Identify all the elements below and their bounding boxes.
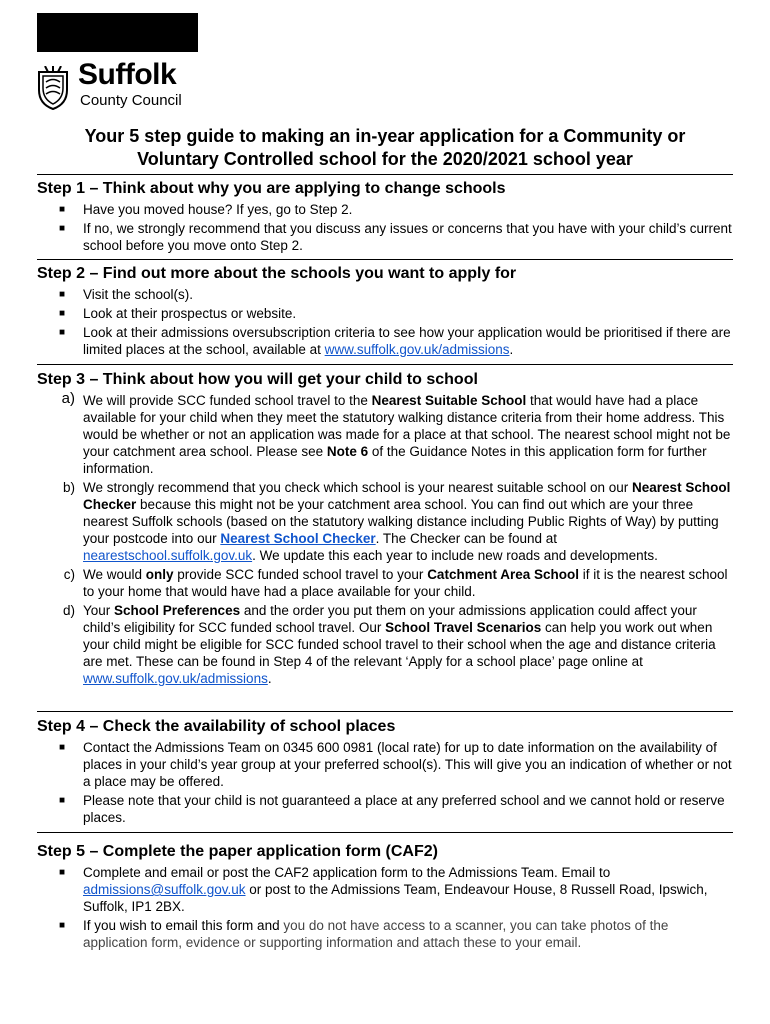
admissions-link[interactable]: www.suffolk.gov.uk/admissions bbox=[324, 342, 510, 357]
list-item: a) We will provide SCC funded school travel to the Nearest Suitable School that would have had a place available for your child when they meet the statutory walking distance criteria from their home address. This would be whether or not an application was made for a place at that school. The nearest school might not be your catchment area school. Please see Note 6 of the Guidance Notes in this application form for further information. bbox=[37, 392, 733, 477]
list-item: ■ If no, we strongly recommend that you discuss any issues or concerns that you have with your child’s current school before you move onto Step 2. bbox=[59, 221, 732, 253]
list-item: ■ Contact the Admissions Team on 0345 600 0981 (local rate) for up to date information on the availability of places in your child’s year group at your preferred school(s). This will give you an indication of whether or not a place may be offered. bbox=[59, 740, 732, 789]
step-5 bbox=[37, 842, 733, 953]
bullet-icon: ■ bbox=[59, 742, 66, 753]
divider bbox=[37, 832, 733, 833]
divider bbox=[37, 259, 733, 260]
bullet-icon: ■ bbox=[59, 289, 66, 300]
nearest-school-checker-link[interactable]: Nearest School Checker bbox=[220, 531, 376, 546]
list-item: ■ If you wish to email this form and you do not have access to a scanner, you can take photos of the application form, evidence or supporting information and attach these to your email. bbox=[59, 918, 669, 950]
list-item: ■ Please note that your child is not guaranteed a place at any preferred school and we cannot hold or reserve places. bbox=[59, 793, 725, 825]
list-item: d) Your School Preferences and the order you put them on your admissions application could affect your child’s eligibility for SCC funded school travel. Our School Travel Scenarios can help you work out when your child might be eligible for SCC funded school travel to their school when the age and distance criteria are met. These can be found in Step 4 of the relevant ‘Apply for a school place’ page online at www.suffolk.gov.uk/admissions. bbox=[37, 602, 733, 687]
logo-name: Suffolk bbox=[78, 58, 177, 91]
nearestschool-link[interactable]: nearestschool.suffolk.gov.uk bbox=[83, 548, 253, 563]
list-item: c) We would only provide SCC funded school travel to your Catchment Area School if it is the nearest school to your home that would have had a place available for your child. bbox=[37, 566, 733, 600]
item-label: c) bbox=[63, 567, 75, 582]
list-item: ■ Look at their admissions oversubscription criteria to see how your application would be prioritised if there are limited places at the school, available at www.suffolk.gov.uk/admissions. bbox=[59, 325, 731, 357]
step-3-heading: Step 3 – Think about how you will get your child to school bbox=[37, 371, 478, 388]
step-5-heading: Step 5 – Complete the paper application form (CAF2) bbox=[37, 843, 438, 860]
suffolk-logo bbox=[35, 58, 215, 114]
item-label: d) bbox=[62, 603, 75, 618]
divider bbox=[37, 174, 733, 175]
suffolk-crest-icon bbox=[35, 66, 71, 110]
divider bbox=[37, 711, 733, 712]
title-line-2: Voluntary Controlled school for the 2020/2021 school year bbox=[137, 149, 633, 169]
step-1-heading: Step 1 – Think about why you are applying to change schools bbox=[37, 180, 506, 197]
list-item: ■ Look at their prospectus or website. bbox=[59, 306, 297, 321]
bullet-icon: ■ bbox=[59, 204, 66, 215]
admissions-link[interactable]: www.suffolk.gov.uk/admissions bbox=[83, 671, 268, 686]
step-4-heading: Step 4 – Check the availability of school places bbox=[37, 718, 396, 735]
bullet-icon: ■ bbox=[59, 327, 66, 338]
bullet-icon: ■ bbox=[59, 795, 66, 806]
bullet-icon: ■ bbox=[59, 223, 66, 234]
bullet-icon: ■ bbox=[59, 867, 66, 878]
logo-subtitle: County Council bbox=[80, 92, 182, 109]
step-2-heading: Step 2 – Find out more about the schools you want to apply for bbox=[37, 265, 517, 282]
title-line-1: Your 5 step guide to making an in-year application for a Community or bbox=[84, 126, 686, 146]
step-2 bbox=[37, 264, 733, 360]
step-4 bbox=[37, 717, 733, 828]
list-item: ■ Visit the school(s). bbox=[59, 287, 194, 302]
list-item: ■ Complete and email or post the CAF2 application form to the Admissions Team. Email to admissions@suffolk.gov.uk or post to the Admissions Team, Endeavour House, 8 Russell Road, Ipswich, Suffolk, IP1 2BX. bbox=[59, 865, 708, 914]
bullet-icon: ■ bbox=[59, 308, 66, 319]
step-1 bbox=[37, 179, 733, 256]
step-3 bbox=[37, 370, 733, 689]
divider bbox=[37, 364, 733, 365]
item-label: a) bbox=[61, 390, 75, 407]
list-item: ■ Have you moved house? If yes, go to Step 2. bbox=[59, 202, 353, 217]
admissions-email-link[interactable]: admissions@suffolk.gov.uk bbox=[83, 882, 246, 897]
redacted-form-label bbox=[37, 13, 198, 52]
bullet-icon: ■ bbox=[59, 920, 66, 931]
item-label: b) bbox=[62, 480, 75, 495]
list-item: b) We strongly recommend that you check which school is your nearest suitable school on our Nearest School Checker because this might not be your catchment area school. You can find out which are your three nearest Suffolk schools (based on the statutory walking distance including Public Rights of Way) by putting your postcode into our Nearest School Checker. The Checker can be found at nearestschool.suffolk.gov.uk. We update this each year to include new roads and developments. bbox=[37, 479, 733, 564]
page-title bbox=[20, 125, 750, 171]
